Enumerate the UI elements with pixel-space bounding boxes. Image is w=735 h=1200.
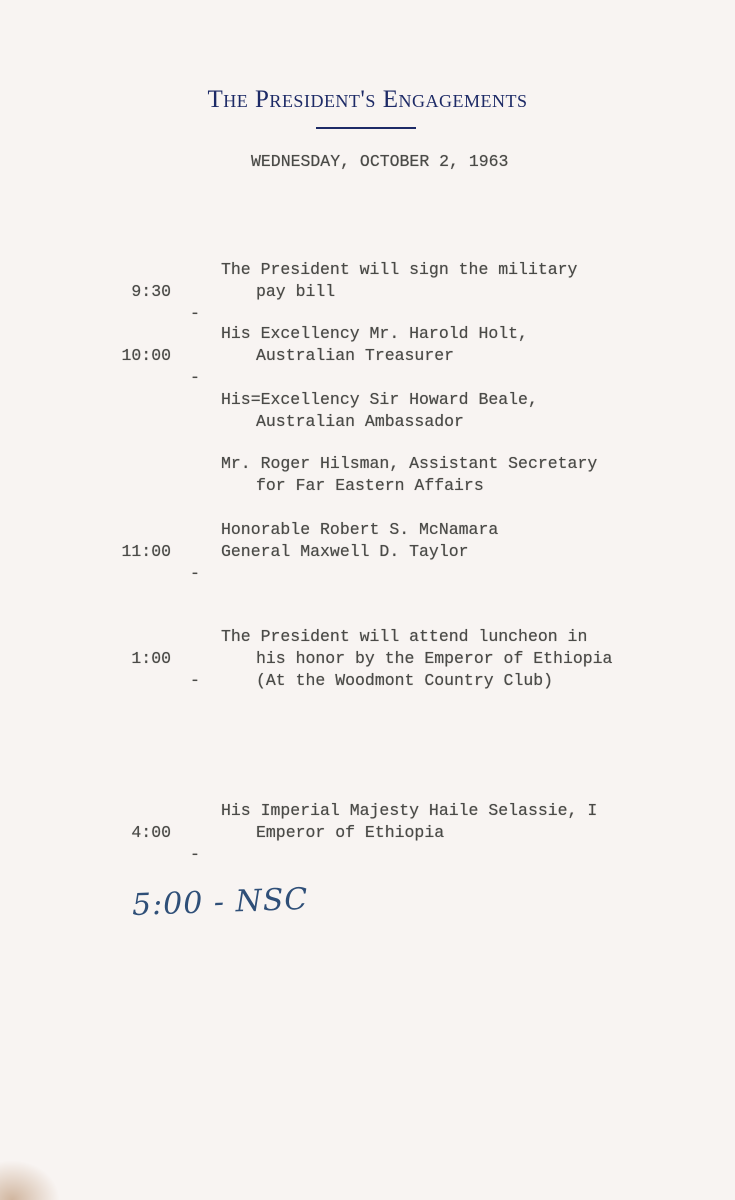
page-title: The President's Engagements	[207, 86, 528, 113]
entry-time: 4:00	[131, 823, 171, 842]
schedule-date: WEDNESDAY, OCTOBER 2, 1963	[251, 152, 509, 171]
entry-line: for Far Eastern Affairs	[256, 476, 484, 495]
entry-line: Australian Ambassador	[256, 412, 464, 431]
entry-line: his honor by the Emperor of Ethiopia	[256, 649, 613, 668]
entry-line: General Maxwell D. Taylor	[221, 542, 469, 561]
entry-dash: -	[190, 368, 200, 387]
entry-line: Honorable Robert S. McNamara	[221, 520, 499, 539]
paper-stain	[0, 1160, 60, 1200]
entry-time: 9:30	[131, 282, 171, 301]
entry-line: Emperor of Ethiopia	[256, 823, 445, 842]
entry-line: The President will sign the military	[221, 260, 578, 279]
entry-time: 10:00	[121, 346, 171, 365]
handwritten-note: 5:00 - NSC	[131, 881, 309, 923]
entry-dash: -	[190, 671, 200, 690]
entry-dash: -	[190, 564, 200, 583]
entry-line: pay bill	[256, 282, 336, 301]
entry-line: The President will attend luncheon in	[221, 627, 588, 646]
entry-dash: -	[190, 845, 200, 864]
entry-line: Australian Treasurer	[256, 346, 455, 365]
entry-time: 11:00	[121, 542, 171, 561]
entry-time: 1:00	[131, 649, 171, 668]
schedule-entry-0400	[0, 800, 735, 932]
entry-line: His=Excellency Sir Howard Beale,	[221, 390, 538, 409]
schedule-entry-0100	[0, 626, 735, 780]
entry-line: Mr. Roger Hilsman, Assistant Secretary	[221, 454, 598, 473]
title-underline	[316, 127, 416, 129]
entry-line: His Excellency Mr. Harold Holt,	[221, 324, 528, 343]
entry-line: (At the Woodmont Country Club)	[256, 671, 554, 690]
entry-dash: -	[190, 304, 200, 323]
entry-line: His Imperial Majesty Haile Selassie, I	[221, 801, 598, 820]
